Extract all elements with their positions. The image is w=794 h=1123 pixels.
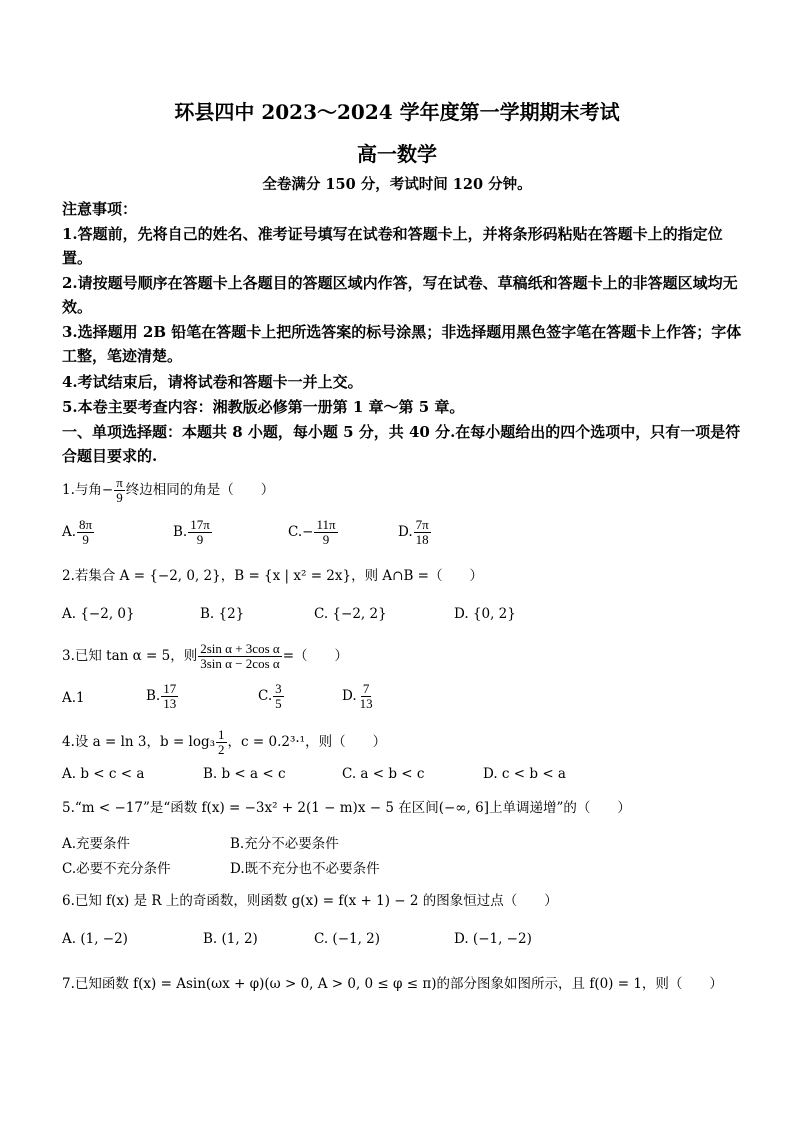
q6-option-c: C. (−1, 2) xyxy=(314,931,381,947)
q1-c-num: 11π xyxy=(316,517,336,532)
q4-suffix: ，c = 0.2³·¹，则（ ） xyxy=(227,734,387,750)
q3-option-b xyxy=(146,682,179,711)
q3-prefix: 3.已知 tan α = 5，则 xyxy=(62,648,198,664)
q2-option-c: C. {−2, 2} xyxy=(314,606,387,622)
note-item-2: 2.请按题号顺序在答题卡上各题目的答题区域内作答，写在试卷、草稿纸和答题卡上的非答题区域均无效。 xyxy=(62,274,738,316)
q5-option-b: B.充分不必要条件 xyxy=(230,836,339,852)
note-item-5: 5.本卷主要考查内容：湘教版必修第一册第 1 章～第 5 章。 xyxy=(62,398,465,416)
q1-suffix: 终边相同的角是（ ） xyxy=(125,482,275,498)
q1-a-frac xyxy=(77,518,94,547)
exam-title: 环县四中 2023～2024 学年度第一学期期末考试 xyxy=(174,100,620,124)
q1-b-den: 9 xyxy=(196,532,204,547)
note-item-1: 1.答题前，先将自己的姓名、准考证号填写在试卷和答题卡上，并将条形码粘贴在答题卡上的指定位置。 xyxy=(62,225,723,267)
q1-num: π xyxy=(116,475,123,490)
q3-option-c xyxy=(258,682,285,711)
q3-b-label: B. xyxy=(146,688,161,704)
q1-c-label: C.− xyxy=(288,524,314,540)
q4-fraction xyxy=(216,728,227,757)
q3-num: 2sin α + 3cos α xyxy=(200,641,280,656)
q4-num: 1 xyxy=(218,727,225,742)
notes-heading: 注意事项： xyxy=(62,200,138,218)
q1-b-frac xyxy=(188,518,212,547)
q1-d-label: D. xyxy=(398,524,413,540)
q4-option-d: D. c < b < a xyxy=(483,766,566,782)
q2-option-b: B. {2} xyxy=(200,606,245,622)
question-2: 2.若集合 A = {−2, 0, 2}，B = {x | x² = 2x}，则 A∩B =（ ） xyxy=(62,568,483,584)
q1-b-label: B. xyxy=(173,524,188,540)
q3-c-label: C. xyxy=(258,688,273,704)
q1-option-b xyxy=(173,518,213,547)
q1-d-num: 7π xyxy=(415,517,429,532)
question-1 xyxy=(62,476,742,505)
q4-den: 2 xyxy=(218,742,225,757)
q3-fraction xyxy=(198,642,281,671)
q4-option-b: B. b < a < c xyxy=(203,766,286,782)
q5-option-a: A.充要条件 xyxy=(62,836,131,852)
q3-d-frac xyxy=(358,682,375,711)
q4-prefix: 4.设 a = ln 3，b = log₃ xyxy=(62,734,216,750)
q3-c-den: 5 xyxy=(275,696,282,711)
subject-title: 高一数学 xyxy=(357,142,437,166)
q3-b-den: 13 xyxy=(163,696,177,711)
q5-option-d: D.既不充分也不必要条件 xyxy=(230,861,380,877)
q3-d-num: 7 xyxy=(362,681,370,696)
q1-d-frac xyxy=(414,518,431,547)
q1-b-num: 17π xyxy=(190,517,210,532)
q3-option-a: A.1 xyxy=(62,690,85,706)
q3-suffix: =（ ） xyxy=(282,648,349,664)
q3-c-num: 3 xyxy=(275,681,282,696)
q5-option-c: C.必要不充分条件 xyxy=(62,861,171,877)
question-4 xyxy=(62,728,742,757)
q1-c-den: 9 xyxy=(322,532,330,547)
q1-den: 9 xyxy=(116,490,123,505)
section-heading: 一、单项选择题：本题共 8 小题，每小题 5 分，共 40 分.在每小题给出的四个选项中，只有一项是符合题目要求的. xyxy=(62,423,741,465)
q3-option-d xyxy=(342,682,376,711)
q4-option-a: A. b < c < a xyxy=(62,766,145,782)
note-item-3: 3.选择题用 2B 铅笔在答题卡上把所选答案的标号涂黑；非选择题用黑色签字笔在答题卡上作答；字体工整，笔迹清楚。 xyxy=(62,323,742,365)
q3-den: 3sin α − 2cos α xyxy=(200,656,280,671)
q2-option-d: D. {0, 2} xyxy=(454,606,516,622)
q3-b-frac xyxy=(161,682,178,711)
q1-a-num: 8π xyxy=(79,517,93,532)
q2-option-a: A. {−2, 0} xyxy=(62,606,135,622)
q3-b-num: 17 xyxy=(163,681,177,696)
q1-prefix: 1.与角 xyxy=(62,482,102,498)
q3-d-den: 13 xyxy=(359,696,373,711)
q6-option-d: D. (−1, −2) xyxy=(454,931,532,947)
q1-c-frac xyxy=(314,518,337,547)
question-7: 7.已知函数 f(x) = Asin(ωx + φ)(ω > 0, A > 0, 0 ≤ φ ≤ π)的部分图象如图所示，且 f(0) = 1，则（ ） xyxy=(62,976,723,992)
q1-a-den: 9 xyxy=(82,532,89,547)
q1-fraction xyxy=(114,476,125,505)
q3-d-label: D. xyxy=(342,688,357,704)
q6-option-a: A. (1, −2) xyxy=(62,931,128,947)
question-6: 6.已知 f(x) 是 R 上的奇函数，则函数 g(x) = f(x + 1) − 2 的图象恒过点（ ） xyxy=(62,893,558,909)
q4-option-c: C. a < b < c xyxy=(342,766,425,782)
q3-c-frac xyxy=(273,682,284,711)
q1-a-label: A. xyxy=(62,524,77,540)
q1-option-a xyxy=(62,518,95,547)
note-item-4: 4.考试结束后，请将试卷和答题卡一并上交。 xyxy=(62,373,363,391)
q1-option-c xyxy=(288,518,339,547)
q1-sign: − xyxy=(101,482,114,498)
question-3 xyxy=(62,642,742,671)
q6-option-b: B. (1, 2) xyxy=(203,931,258,947)
exam-meta: 全卷满分 150 分，考试时间 120 分钟。 xyxy=(262,176,532,193)
question-5: 5.“m < −17”是“函数 f(x) = −3x² + 2(1 − m)x − 5 在区间(−∞, 6]上单调递增”的（ ） xyxy=(62,800,631,816)
q1-option-d xyxy=(398,518,432,547)
q1-d-den: 18 xyxy=(415,532,429,547)
